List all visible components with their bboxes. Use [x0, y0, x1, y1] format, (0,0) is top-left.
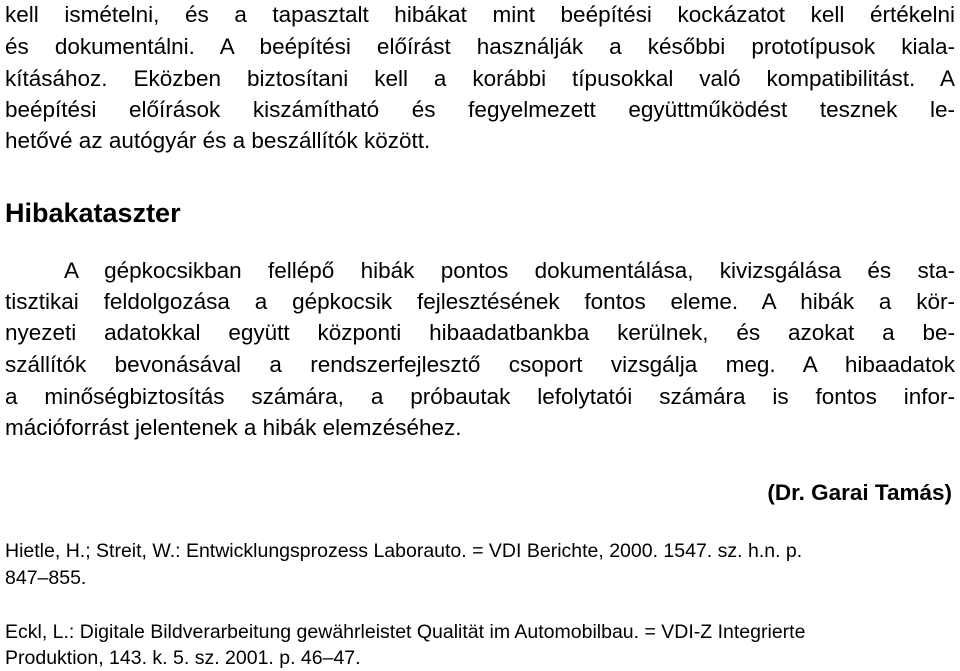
reference-line: Produktion, 143. k. 5. sz. 2001. p. 46–47.: [5, 647, 361, 669]
intro-line: hetővé az autógyár és a beszállítók között.: [5, 128, 431, 153]
intro-line: és dokumentálni. A beépítési előírást használják a későbbi prototípusok kiala-: [5, 34, 955, 59]
section-line: nyezeti adatokkal együtt központi hibaadatbankba kerülnek, és azokat a be-: [5, 320, 955, 345]
reference-line: Eckl, L.: Digitale Bildverarbeitung gewährleistet Qualität im Automobilbau. = VDI-Z Integrierte: [5, 621, 806, 643]
section-heading: Hibakataszter: [5, 198, 181, 228]
section-line: tisztikai feldolgozása a gépkocsik fejlesztésének fontos eleme. A hibák a kör-: [5, 289, 955, 314]
intro-line: beépítési előírások kiszámítható és fegyelmezett együttműködést tesznek le-: [5, 97, 955, 122]
reference-line: Hietle, H.; Streit, W.: Entwicklungsprozess Laborauto. = VDI Berichte, 2000. 1547. sz. h.n. p.: [5, 540, 803, 562]
intro-line: kell ismételni, és a tapasztalt hibákat mint beépítési kockázatot kell értékelni: [5, 2, 955, 27]
section-line: A gépkocsikban fellépő hibák pontos dokumentálása, kivizsgálása és sta-: [64, 258, 955, 283]
section-line: mációforrást jelentenek a hibák elemzéséhez.: [5, 415, 462, 440]
section-line: szállítók bevonásával a rendszerfejlesztő csoport vizsgálja meg. A hibaadatok: [5, 352, 955, 377]
author-signature: (Dr. Garai Tamás): [767, 480, 952, 505]
reference-line: 847–855.: [5, 567, 87, 589]
section-line: a minőségbiztosítás számára, a próbautak lefolytatói számára is fontos infor-: [5, 384, 955, 409]
intro-line: kításához. Eközben biztosítani kell a korábbi típusokkal való kompatibilitást. A: [5, 66, 955, 91]
